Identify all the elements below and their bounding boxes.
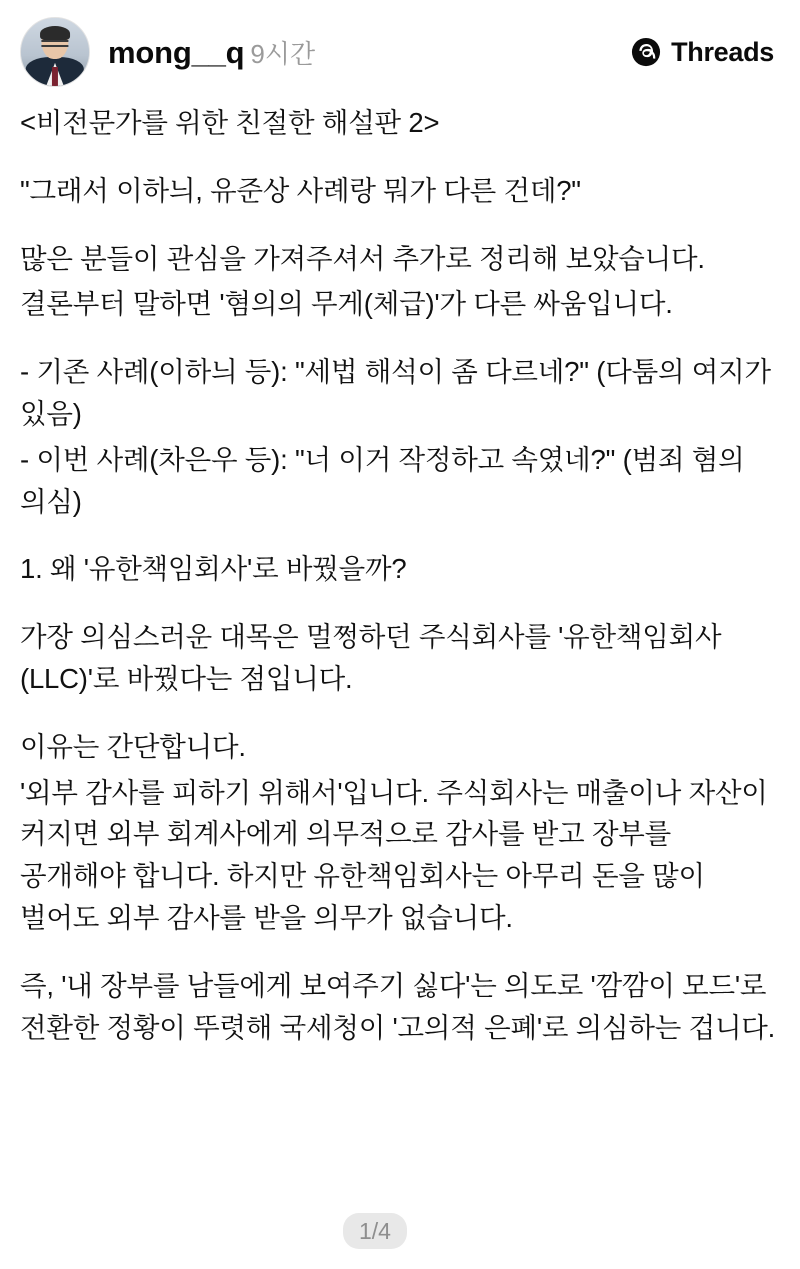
post-paragraph: 결론부터 말하면 '혐의의 무게(체급)'가 다른 싸움입니다. <box>20 288 673 320</box>
post-paragraph: '외부 감사를 피하기 위해서'입니다. 주식회사는 매출이나 자산이 커지면 외부 회계사에게 의무적으로 감사를 받고 장부를 공개해야 합니다. 하지만 유한책임회사는 아무리 돈을 많이 벌어도 외부 감사를 받을 의무가 없습니다. <box>20 776 776 933</box>
author-info <box>108 34 631 71</box>
post-paragraph: 즉, '내 장부를 남들에게 보여주기 싫다'는 의도로 '깜깜이 모드'로 전환한 정황이 뚜렷해 국세청이 '고의적 은폐'로 의심하는 겁니다. <box>20 969 776 1043</box>
author-handle[interactable]: mong__q <box>108 34 245 70</box>
threads-logo-icon <box>631 37 661 67</box>
avatar-tie <box>52 67 58 86</box>
avatar-glasses <box>41 40 68 46</box>
post-paragraph: 1. 왜 '유한책임회사'로 바꿨을까? <box>20 553 407 585</box>
post-paragraph: "그래서 이하늬, 유준상 사례랑 뭐가 다른 건데?" <box>20 174 581 206</box>
post-paragraph: 많은 분들이 관심을 가져주셔서 추가로 정리해 보았습니다. <box>20 242 705 274</box>
brand-badge <box>631 37 780 68</box>
avatar[interactable] <box>20 17 90 87</box>
post-body <box>0 96 800 1048</box>
page-indicator: 1/4 <box>343 1213 407 1249</box>
post-paragraph: - 기존 사례(이하늬 등): "세법 해석이 좀 다르네?" (다툼의 여지가 있음) <box>20 356 779 429</box>
post-paragraph: 이유는 간단합니다. <box>20 730 246 762</box>
post-paragraph: <비전문가를 위한 친절한 해설판 2> <box>20 107 440 138</box>
post-paragraph: - 이번 사례(차은우 등): "너 이거 작정하고 속였네?" (범죄 혐의 의심) <box>20 443 752 517</box>
avatar-hair <box>40 26 70 41</box>
brand-name: Threads <box>671 36 774 67</box>
post-paragraph: 가장 의심스러운 대목은 멀쩡하던 주식회사를 '유한책임회사(LLC)'로 바꿨다는 점입니다. <box>20 621 722 694</box>
post-header <box>0 0 800 96</box>
post-timestamp: 9시간 <box>250 38 316 69</box>
